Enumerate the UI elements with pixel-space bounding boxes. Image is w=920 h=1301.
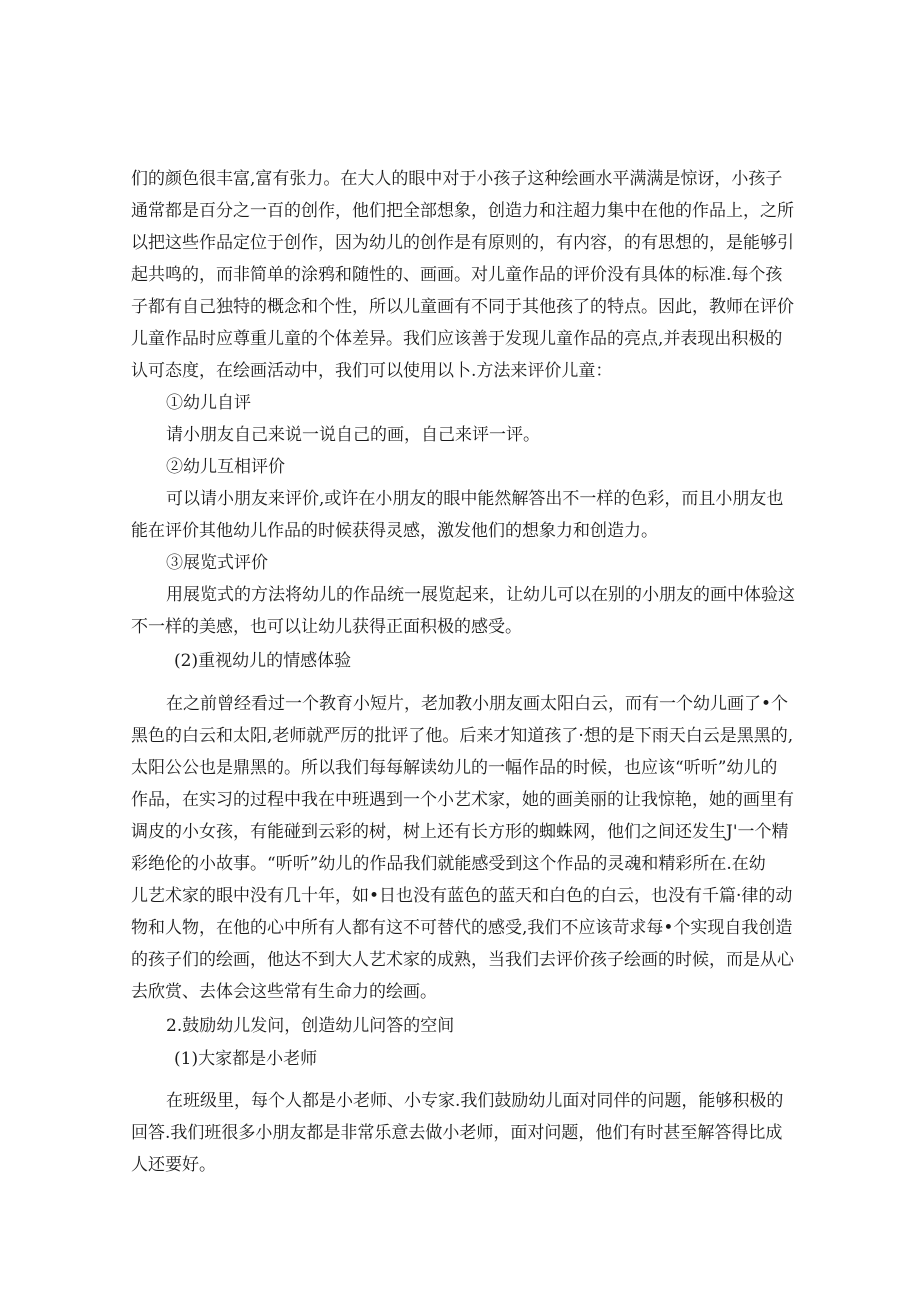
paragraph-2-line: 在之前曾经看过一个教育小短片，老加教小朋友画太阳白云，而有一个幼儿画了•个 (166, 694, 789, 714)
paragraph-1-line: 起共鸣的，而非简单的涂鸦和随性的、画画。对儿童作品的评价没有具体的标准.每个孩 (131, 265, 783, 285)
paragraph-1-line: 儿童作品时应尊重儿童的个体差异。我们应该善于发现儿童作品的亮点,并表现出积极的 (131, 329, 783, 349)
list-item-text: 请小朋友自己来说一说自己的画，自己来评一评。 (166, 425, 540, 445)
paragraph-2-line: 太阳公公也是鼎黑的。所以我们每每解读幼儿的一幅作品的时候，也应该“听听”幼儿的 (131, 758, 778, 778)
paragraph-2-line: 作品，在实习的过程中我在中班遇到一个小艺术家，她的画美丽的让我惊艳，她的画里有 (131, 790, 794, 810)
paragraph-1-line: 通常都是百分之一百的创作，他们把全部想象，创造力和注超力集中在他的作品上，之所 (131, 201, 794, 221)
paragraph-2-line: 物和人物，在他的心中所有人都有这不可替代的感受,我们不应该苛求每•个实现自我创造 (131, 918, 793, 938)
list-item-text: 不一样的美感，也可以让幼儿获得正面积极的感受。 (131, 617, 522, 637)
paragraph-1-line: 们的颜色很丰富,富有张力。在大人的眼中对于小孩子这种绘画水平满满是惊讶，小孩子 (131, 169, 783, 189)
paragraph-2-line: 黑色的白云和太阳,老师就严厉的批评了他。后来才知道孩了·想的是下雨天白云是黑黑的, (131, 726, 794, 746)
list-item-text: 可以请小朋友来评价,或许在小朋友的眼中能然解答出不一样的色彩，而且小朋友也 (166, 489, 784, 509)
paragraph-3-line: 人还要好。 (131, 1155, 216, 1175)
list-item-title: ③展览式评价 (166, 553, 268, 573)
list-item-text: 用展览式的方法将幼儿的作品统一展览起来，让幼儿可以在别的小朋友的画中体验这 (166, 585, 795, 605)
paragraph-2-line: 调皮的小女孩，有能碰到云彩的树，树上还有长方形的蜘蛛网，他们之间还发生J'一个精 (131, 822, 789, 842)
paragraph-3-line: 回答.我们班很多小朋友都是非常乐意去做小老师，面对问题，他们有时甚至解答得比成 (131, 1123, 783, 1143)
paragraph-2-line: 去欣赏、去体会这些常有生命力的绘画。 (131, 982, 437, 1002)
paragraph-1-line: 认可态度，在绘画活动中，我们可以使用以卜.方法来评价儿童： (131, 361, 613, 381)
section-heading: (2)重视幼儿的情感体验 (174, 651, 352, 671)
section-heading: 2.鼓励幼儿发问，创造幼儿问答的空间 (166, 1016, 455, 1036)
paragraph-1-line: 子都有自己独特的概念和个性，所以儿童画有不同于其他孩了的特点。因此，教师在评价 (131, 297, 794, 317)
paragraph-2-line: 的孩子们的绘画，他达不到大人艺术家的成熟，当我们去评价孩子绘画的时候，而是从心 (131, 950, 794, 970)
list-item-title: ①幼儿自评 (166, 393, 251, 413)
subsection-heading: (1)大家都是小老师 (174, 1049, 318, 1069)
paragraph-1-line: 以把这些作品定位于创作，因为幼儿的创作是有原则的，有内容，的有思想的，是能够引 (131, 233, 794, 253)
paragraph-2-line: 彩绝伦的小故事。“听听”幼儿的作品我们就能感受到这个作品的灵魂和精彩所在.在幼 (131, 854, 766, 874)
list-item-text: 能在评价其他幼儿作品的时候获得灵感，激发他们的想象力和创造力。 (131, 521, 658, 541)
paragraph-2-line: 儿艺术家的眼中没有几十年，如•日也没有蓝色的蓝天和白色的白云，也没有千篇·律的动 (131, 886, 793, 906)
paragraph-3-line: 在班级里，每个人都是小老师、小专家.我们鼓励幼儿面对同伴的问题，能够积极的 (166, 1091, 784, 1111)
list-item-title: ②幼儿互相评价 (166, 457, 285, 477)
